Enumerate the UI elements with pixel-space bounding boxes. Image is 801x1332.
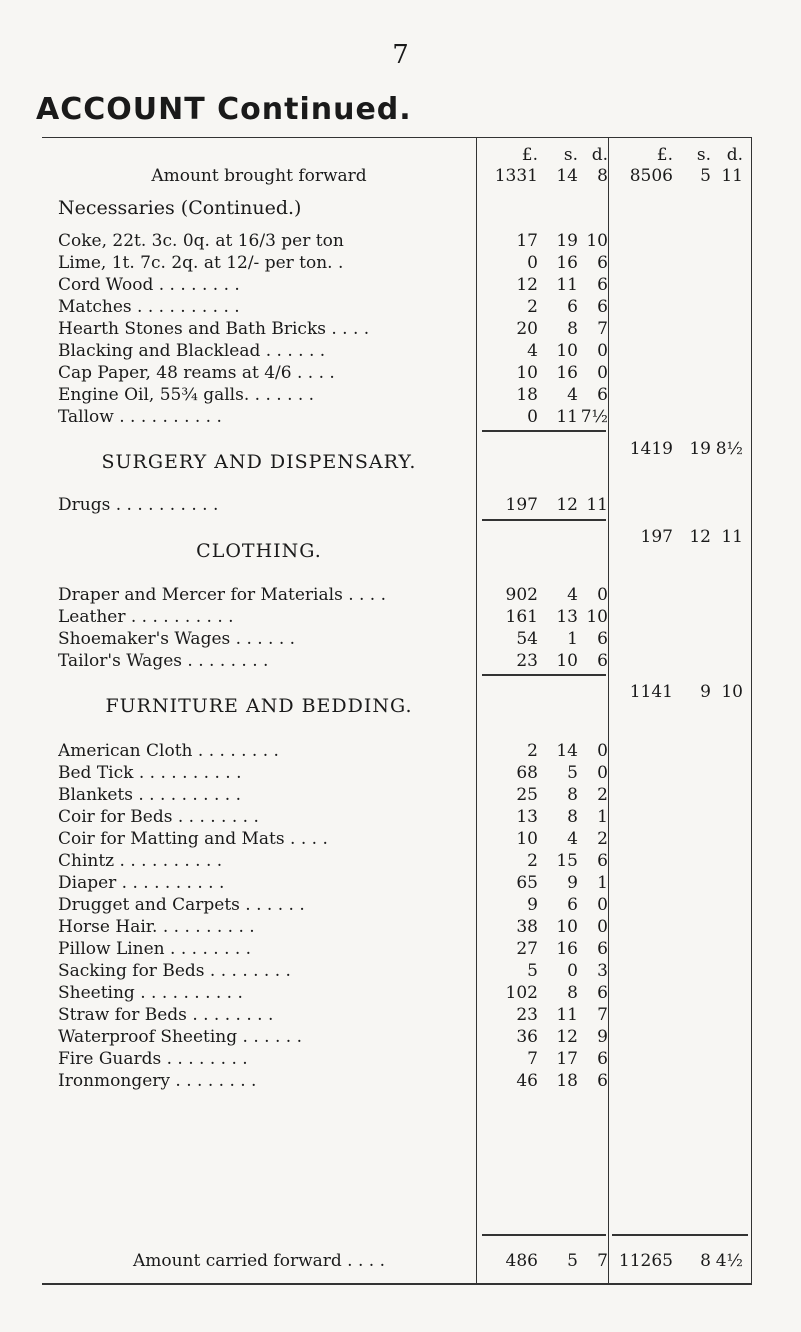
item-shillings: 8: [567, 807, 578, 827]
total-pounds: 1419: [629, 439, 673, 459]
item-pence: 0: [597, 763, 608, 783]
item-pounds: 0: [527, 407, 538, 427]
item-shillings: 18: [556, 1071, 578, 1091]
amount-pence: 8: [597, 166, 608, 186]
item-pence: 0: [597, 585, 608, 605]
header-pounds: £.: [521, 145, 538, 165]
total-pence: 4½: [715, 1251, 743, 1271]
total-pence: 11: [721, 166, 743, 186]
item-pence: 0: [597, 341, 608, 361]
item-shillings: 17: [556, 1049, 578, 1069]
total-pounds: 11265: [618, 1251, 673, 1271]
item-pounds: 18: [516, 385, 538, 405]
item-pounds: 2: [527, 851, 538, 871]
item-shillings: 4: [567, 585, 578, 605]
table-row: [42, 296, 752, 318]
account-ledger: [42, 137, 752, 1285]
item-label: Draper and Mercer for Materials . . . .: [58, 585, 387, 605]
amount-pounds: 486: [505, 1251, 538, 1271]
total-shillings: 8: [700, 1251, 711, 1271]
header-pence: d.: [591, 145, 608, 165]
item-shillings: 10: [556, 341, 578, 361]
table-row: [42, 1004, 752, 1026]
table-row: [42, 650, 752, 672]
item-pounds: 68: [516, 763, 538, 783]
item-shillings: 4: [567, 829, 578, 849]
item-shillings: 19: [556, 231, 578, 251]
item-pence: 7: [597, 319, 608, 339]
section-title: Necessaries (Continued.): [58, 197, 302, 219]
item-pence: 6: [597, 651, 608, 671]
total-pounds: 8506: [629, 166, 673, 186]
carried-forward-label: Amount carried forward . . . .: [132, 1251, 386, 1271]
table-row: [42, 894, 752, 916]
amount-pence: 7: [597, 1251, 608, 1271]
item-pounds: 7: [527, 1049, 538, 1069]
item-label: Drugs . . . . . . . . . .: [58, 495, 219, 515]
item-pence: 6: [597, 253, 608, 273]
table-row: [42, 406, 752, 428]
item-pence: 3: [597, 961, 608, 981]
item-label: Pillow Linen . . . . . . . .: [58, 939, 252, 959]
item-label: Engine Oil, 55¾ galls. . . . . . .: [58, 385, 315, 405]
table-row: [42, 494, 752, 516]
item-label: Leather . . . . . . . . . .: [58, 607, 234, 627]
table-row: [42, 230, 752, 252]
item-label: Cord Wood . . . . . . . .: [58, 275, 240, 295]
item-pounds: 102: [505, 983, 538, 1003]
subtotal-rule: [482, 1234, 606, 1236]
item-pence: 6: [597, 1071, 608, 1091]
item-shillings: 13: [556, 607, 578, 627]
item-shillings: 8: [567, 319, 578, 339]
item-pence: 0: [597, 917, 608, 937]
item-label: Matches . . . . . . . . . .: [58, 297, 240, 317]
table-row: [42, 740, 752, 762]
item-shillings: 6: [567, 297, 578, 317]
item-pounds: 38: [516, 917, 538, 937]
item-pounds: 36: [516, 1027, 538, 1047]
table-row: [42, 1048, 752, 1070]
item-pence: 1: [597, 873, 608, 893]
item-label: Sheeting . . . . . . . . . .: [58, 983, 243, 1003]
item-shillings: 5: [567, 763, 578, 783]
item-pence: 6: [597, 385, 608, 405]
item-pounds: 10: [516, 363, 538, 383]
item-label: Ironmongery . . . . . . . .: [58, 1071, 257, 1091]
item-pence: 6: [597, 1049, 608, 1069]
table-row: [42, 584, 752, 606]
item-pence: 6: [597, 629, 608, 649]
item-shillings: 4: [567, 385, 578, 405]
item-pounds: 161: [505, 607, 538, 627]
total-pence: 10: [721, 682, 743, 702]
item-pence: 9: [597, 1027, 608, 1047]
section-title: FURNITURE AND BEDDING.: [105, 695, 413, 717]
item-label: Bed Tick . . . . . . . . . .: [58, 763, 242, 783]
item-pounds: 10: [516, 829, 538, 849]
item-shillings: 15: [556, 851, 578, 871]
item-pounds: 25: [516, 785, 538, 805]
item-shillings: 16: [556, 363, 578, 383]
item-label: Lime, 1t. 7c. 2q. at 12/- per ton. .: [58, 253, 344, 273]
total-pence: 11: [721, 527, 743, 547]
table-row: [42, 784, 752, 806]
item-label: Shoemaker's Wages . . . . . .: [58, 629, 296, 649]
brought-forward-row: [42, 165, 752, 187]
total-rule: [612, 1234, 748, 1236]
header-pounds: £.: [656, 145, 673, 165]
item-label: Coir for Matting and Mats . . . .: [58, 829, 328, 849]
table-row: [42, 960, 752, 982]
item-pence: 0: [597, 741, 608, 761]
table-row: [42, 938, 752, 960]
item-pence: 6: [597, 983, 608, 1003]
item-pence: 6: [597, 275, 608, 295]
item-label: Coke, 22t. 3c. 0q. at 16/3 per ton: [58, 231, 344, 251]
item-pence: 6: [597, 297, 608, 317]
item-shillings: 12: [556, 495, 578, 515]
header-pence: d.: [726, 145, 743, 165]
total-pence: 8½: [715, 439, 743, 459]
item-pounds: 46: [516, 1071, 538, 1091]
item-shillings: 12: [556, 1027, 578, 1047]
item-pounds: 2: [527, 297, 538, 317]
table-row: [42, 252, 752, 274]
item-pounds: 2: [527, 741, 538, 761]
item-pounds: 13: [516, 807, 538, 827]
section-total-row: [42, 526, 752, 548]
page-number: 7: [392, 40, 409, 70]
carried-forward-row: [42, 1250, 752, 1272]
item-label: Blacking and Blacklead . . . . . .: [58, 341, 326, 361]
header-shillings: s.: [563, 145, 578, 165]
total-shillings: 12: [689, 527, 711, 547]
total-pounds: 1141: [629, 682, 673, 702]
total-shillings: 9: [700, 682, 711, 702]
total-pounds: 197: [640, 527, 673, 547]
table-row: [42, 806, 752, 828]
table-row: [42, 628, 752, 650]
table-row: [42, 340, 752, 362]
item-shillings: 11: [556, 407, 578, 427]
item-pence: 2: [597, 785, 608, 805]
item-label: Fire Guards . . . . . . . .: [58, 1049, 248, 1069]
item-label: Chintz . . . . . . . . . .: [58, 851, 223, 871]
table-row: [42, 916, 752, 938]
item-label: Drugget and Carpets . . . . . .: [58, 895, 305, 915]
amount-shillings: 14: [556, 166, 578, 186]
item-pence: 6: [597, 851, 608, 871]
item-shillings: 11: [556, 1005, 578, 1025]
item-label: Cap Paper, 48 reams at 4/6 . . . .: [58, 363, 335, 383]
table-row: [42, 318, 752, 340]
table-row: [42, 1070, 752, 1092]
item-pence: 10: [586, 607, 608, 627]
item-pounds: 20: [516, 319, 538, 339]
item-shillings: 9: [567, 873, 578, 893]
item-label: Waterproof Sheeting . . . . . .: [58, 1027, 302, 1047]
item-pounds: 12: [516, 275, 538, 295]
amount-shillings: 5: [567, 1251, 578, 1271]
item-label: Sacking for Beds . . . . . . . .: [58, 961, 291, 981]
item-pounds: 54: [516, 629, 538, 649]
item-pounds: 0: [527, 253, 538, 273]
item-label: Diaper . . . . . . . . . .: [58, 873, 225, 893]
subtotal-rule: [482, 674, 606, 676]
table-row: [42, 850, 752, 872]
item-pounds: 27: [516, 939, 538, 959]
item-pounds: 9: [527, 895, 538, 915]
table-row: [42, 274, 752, 296]
item-pounds: 17: [516, 231, 538, 251]
table-row: [42, 872, 752, 894]
item-shillings: 0: [567, 961, 578, 981]
item-pence: 6: [597, 939, 608, 959]
item-pounds: 23: [516, 651, 538, 671]
table-row: [42, 828, 752, 850]
item-pence: 10: [586, 231, 608, 251]
item-shillings: 14: [556, 741, 578, 761]
section-title: CLOTHING.: [196, 540, 322, 562]
total-shillings: 19: [689, 439, 711, 459]
item-shillings: 16: [556, 939, 578, 959]
item-pence: 0: [597, 895, 608, 915]
section-title: SURGERY AND DISPENSARY.: [101, 451, 417, 473]
item-label: Tailor's Wages . . . . . . . .: [58, 651, 269, 671]
item-label: Coir for Beds . . . . . . . .: [58, 807, 259, 827]
section-total-row: [42, 681, 752, 703]
item-label: Blankets . . . . . . . . . .: [58, 785, 242, 805]
item-shillings: 8: [567, 983, 578, 1003]
item-label: Straw for Beds . . . . . . . .: [58, 1005, 274, 1025]
item-shillings: 1: [567, 629, 578, 649]
table-row: [42, 1026, 752, 1048]
item-pence: 1: [597, 807, 608, 827]
item-shillings: 16: [556, 253, 578, 273]
item-pence: 7½: [580, 407, 608, 427]
item-shillings: 10: [556, 651, 578, 671]
item-pence: 0: [597, 363, 608, 383]
item-label: Hearth Stones and Bath Bricks . . . .: [58, 319, 370, 339]
item-shillings: 8: [567, 785, 578, 805]
item-pence: 7: [597, 1005, 608, 1025]
item-pence: 2: [597, 829, 608, 849]
brought-forward-label: Amount brought forward: [151, 166, 367, 186]
table-row: [42, 762, 752, 784]
item-pounds: 197: [505, 495, 538, 515]
currency-header-row: [42, 144, 752, 166]
table-row: [42, 362, 752, 384]
item-shillings: 6: [567, 895, 578, 915]
header-shillings: s.: [696, 145, 711, 165]
section-total-row: [42, 438, 752, 460]
item-pence: 11: [586, 495, 608, 515]
section-title-row: [42, 197, 752, 219]
table-row: [42, 982, 752, 1004]
subtotal-rule: [482, 519, 606, 521]
item-label: Tallow . . . . . . . . . .: [58, 407, 222, 427]
item-label: Horse Hair. . . . . . . . . .: [58, 917, 255, 937]
item-pounds: 23: [516, 1005, 538, 1025]
table-row: [42, 606, 752, 628]
item-pounds: 4: [527, 341, 538, 361]
total-shillings: 5: [700, 166, 711, 186]
amount-pounds: 1331: [494, 166, 538, 186]
subtotal-rule: [482, 430, 606, 432]
item-shillings: 10: [556, 917, 578, 937]
item-shillings: 11: [556, 275, 578, 295]
table-row: [42, 384, 752, 406]
item-label: American Cloth . . . . . . . .: [58, 741, 279, 761]
item-pounds: 5: [527, 961, 538, 981]
item-pounds: 902: [505, 585, 538, 605]
item-pounds: 65: [516, 873, 538, 893]
page-heading: ACCOUNT Continued.: [36, 92, 412, 127]
